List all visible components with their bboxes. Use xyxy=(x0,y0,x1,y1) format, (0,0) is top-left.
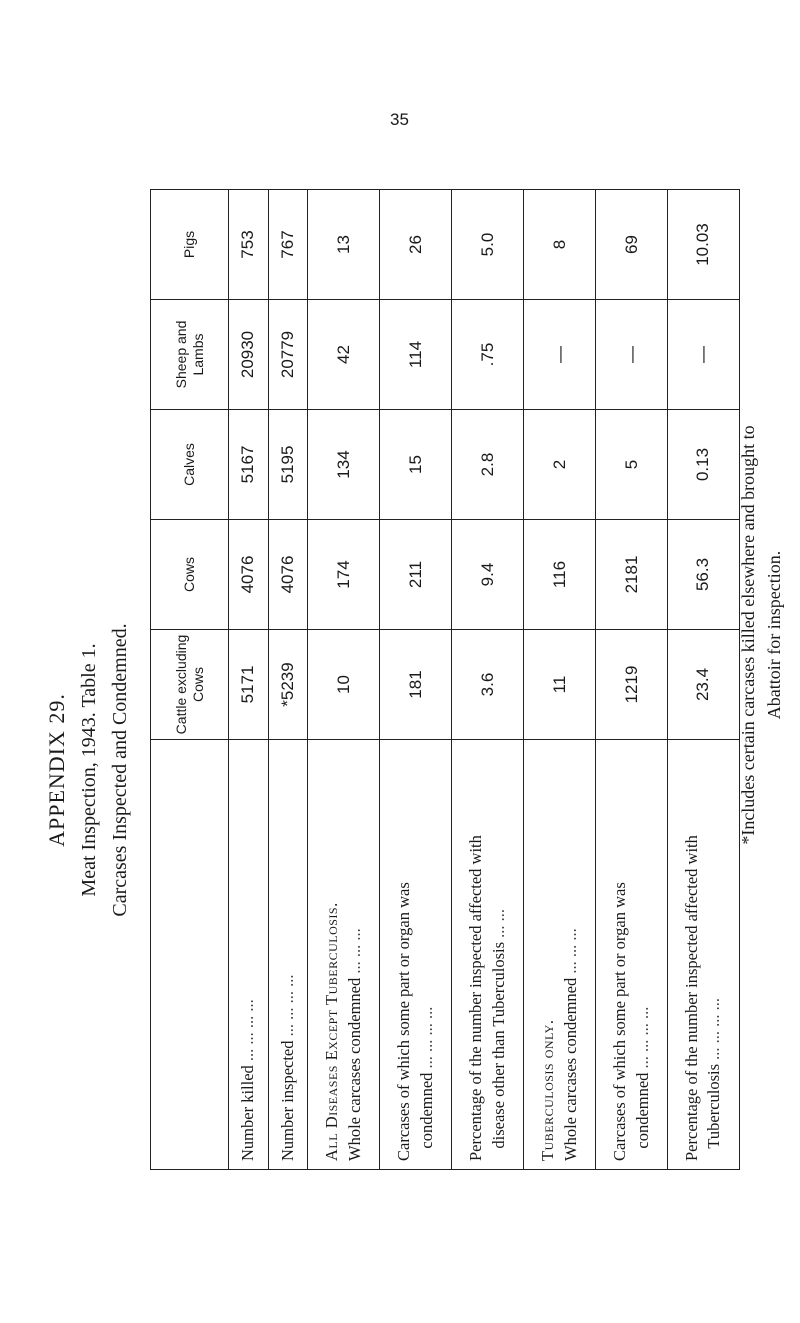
cell-cows: 56.3 xyxy=(667,520,739,630)
cell-pigs: 13 xyxy=(308,190,380,300)
cell-sheep: 42 xyxy=(308,300,380,410)
column-header-label xyxy=(151,740,229,1170)
leader-dots: ... ... xyxy=(488,908,508,938)
table-row xyxy=(380,190,452,1170)
cell-cows: 116 xyxy=(524,520,596,630)
row-label-text: Carcases of which some part or organ was xyxy=(394,882,414,1161)
table-row xyxy=(268,190,308,1170)
column-header-cows: Cows xyxy=(151,520,229,630)
cell-cattle: 3.6 xyxy=(452,630,524,740)
cell-calves: 15 xyxy=(380,410,452,520)
row-label-text: Number killed xyxy=(238,1065,258,1161)
cell-sheep: — xyxy=(667,300,739,410)
leader-dots: ... ... ... ... xyxy=(238,999,258,1062)
row-label-text: Percentage of the number inspected affected with xyxy=(682,835,702,1161)
cell-cattle: 11 xyxy=(524,630,596,740)
page-number: 35 xyxy=(390,110,409,129)
footnote-line-2: Abattoir for inspection. xyxy=(764,550,785,720)
row-label-text: Whole carcases condemned xyxy=(560,977,580,1161)
column-header-cattle: Cattle excluding Cows xyxy=(151,630,229,740)
table-row xyxy=(524,190,596,1170)
cell-cattle: 23.4 xyxy=(667,630,739,740)
section-heading: Tuberculosis only. xyxy=(538,1019,558,1161)
cell-calves: 5167 xyxy=(229,410,269,520)
cell-pigs: 69 xyxy=(596,190,668,300)
row-label-text: Carcases of which some part or organ was xyxy=(610,882,630,1161)
row-label-continuation: condemned xyxy=(632,1072,652,1149)
cell-cattle: 1219 xyxy=(596,630,668,740)
leader-dots: ... ... ... xyxy=(344,928,364,974)
row-label-continuation: Tuberculosis xyxy=(704,1063,724,1149)
row-label xyxy=(268,740,308,1170)
table-title: Meat Inspection, 1943. Table 1. xyxy=(78,643,101,897)
cell-pigs: 26 xyxy=(380,190,452,300)
row-label xyxy=(229,740,269,1170)
cell-cows: 174 xyxy=(308,520,380,630)
cell-cows: 2181 xyxy=(596,520,668,630)
leader-dots: ... ... ... ... xyxy=(277,974,297,1037)
cell-pigs: 767 xyxy=(268,190,308,300)
cell-sheep: 20779 xyxy=(268,300,308,410)
row-label-text: Number inspected xyxy=(277,1040,297,1161)
cell-calves: 5 xyxy=(596,410,668,520)
cell-pigs: 8 xyxy=(524,190,596,300)
footnote-line-1: *Includes certain carcases killed elsewhere and brought to xyxy=(738,425,758,845)
cell-calves: 2 xyxy=(524,410,596,520)
cell-cows: 211 xyxy=(380,520,452,630)
row-label-continuation: disease other than Tuberculosis xyxy=(488,941,508,1149)
cell-sheep: — xyxy=(596,300,668,410)
cell-cows: 9.4 xyxy=(452,520,524,630)
row-label xyxy=(524,740,596,1170)
row-label xyxy=(308,740,380,1170)
leader-dots: ... ... ... ... xyxy=(632,1006,652,1069)
cell-cows: 4076 xyxy=(268,520,308,630)
meat-inspection-table xyxy=(150,190,740,1170)
cell-sheep: 20930 xyxy=(229,300,269,410)
row-label-text: Percentage of the number inspected affected with xyxy=(466,835,486,1161)
cell-pigs: 5.0 xyxy=(452,190,524,300)
row-label xyxy=(667,740,739,1170)
row-label-text: Whole carcases condemned xyxy=(344,977,364,1161)
cell-calves: 2.8 xyxy=(452,410,524,520)
section-heading: All Diseases Except Tuberculosis. xyxy=(322,902,342,1161)
column-header-sheep: Sheep and Lambs xyxy=(151,300,229,410)
cell-cows: 4076 xyxy=(229,520,269,630)
cell-sheep: — xyxy=(524,300,596,410)
cell-pigs: 10.03 xyxy=(667,190,739,300)
row-label-continuation: condemned xyxy=(416,1072,436,1149)
cell-sheep: 114 xyxy=(380,300,452,410)
cell-calves: 134 xyxy=(308,410,380,520)
cell-cattle: 181 xyxy=(380,630,452,740)
table-row xyxy=(596,190,668,1170)
appendix-title: APPENDIX 29. xyxy=(44,693,69,847)
table-subtitle: Carcases Inspected and Condemned. xyxy=(109,623,132,917)
cell-calves: 5195 xyxy=(268,410,308,520)
cell-pigs: 753 xyxy=(229,190,269,300)
row-label xyxy=(596,740,668,1170)
leader-dots: ... ... ... ... xyxy=(416,1006,436,1069)
row-label xyxy=(452,740,524,1170)
header-row xyxy=(151,190,229,1170)
leader-dots: ... ... ... ... xyxy=(704,997,724,1060)
footnote xyxy=(735,60,787,1210)
row-label xyxy=(380,740,452,1170)
table-row xyxy=(667,190,739,1170)
heading-block xyxy=(40,270,150,1270)
column-header-pigs: Pigs xyxy=(151,190,229,300)
cell-sheep: .75 xyxy=(452,300,524,410)
cell-calves: 0.13 xyxy=(667,410,739,520)
table-row xyxy=(452,190,524,1170)
table-row xyxy=(229,190,269,1170)
column-header-calves: Calves xyxy=(151,410,229,520)
cell-cattle: *5239 xyxy=(268,630,308,740)
cell-cattle: 10 xyxy=(308,630,380,740)
leader-dots: ... ... ... xyxy=(560,928,580,974)
table-row xyxy=(308,190,380,1170)
cell-cattle: 5171 xyxy=(229,630,269,740)
